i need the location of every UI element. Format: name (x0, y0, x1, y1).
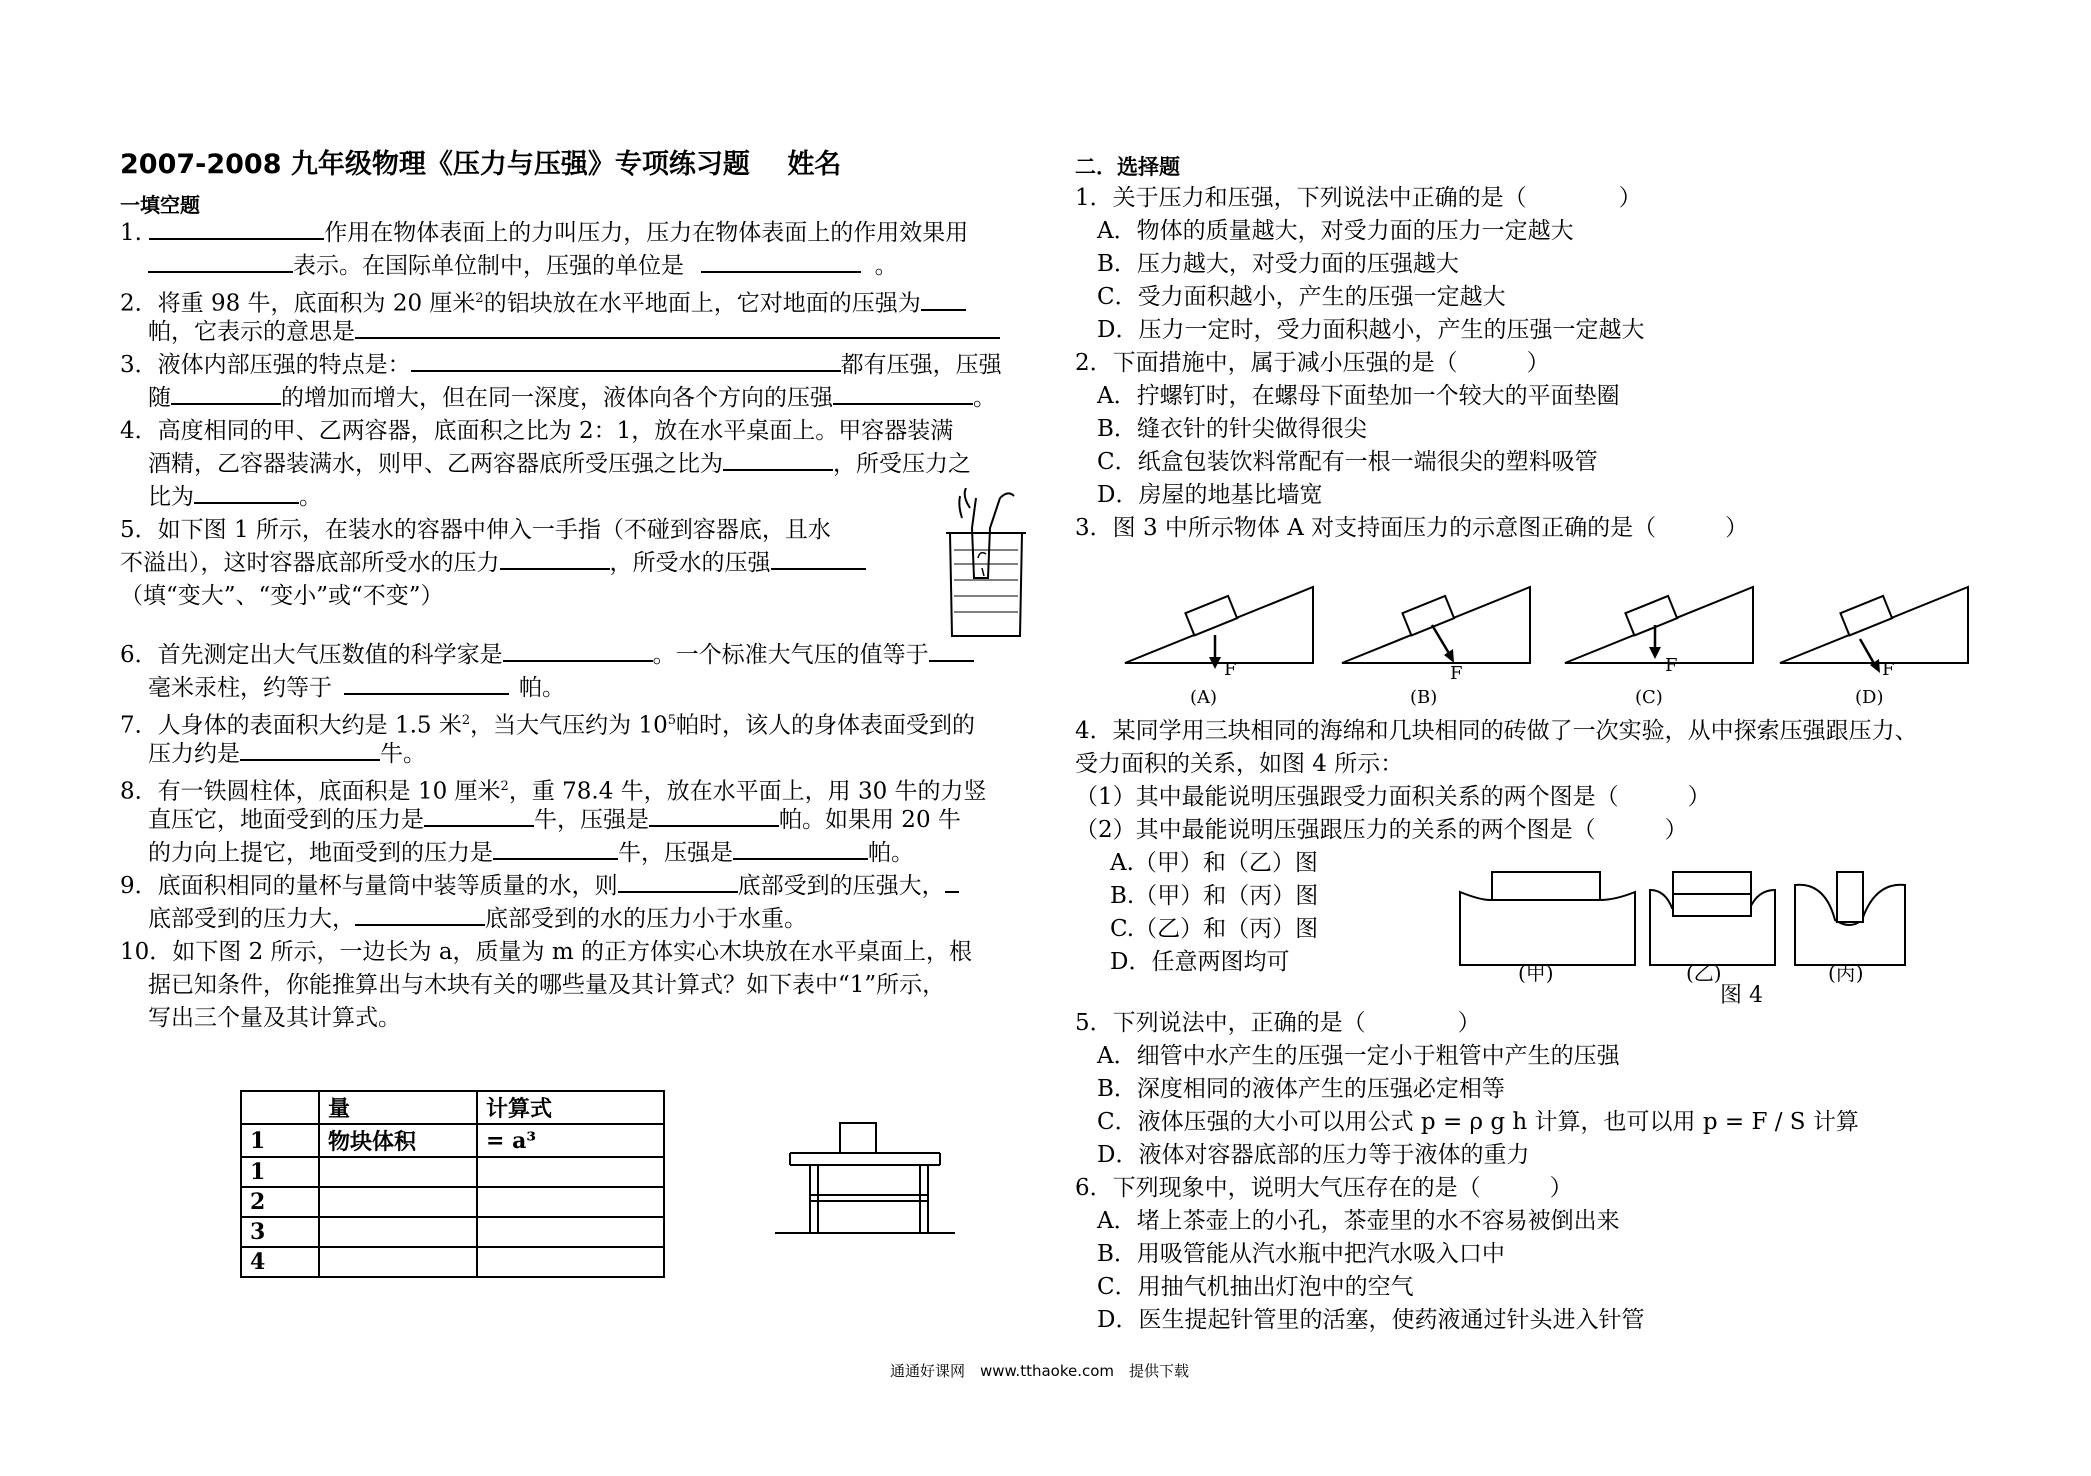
mc2-option-c[interactable]: C．纸盒包装饮料常配有一根一端很尖的塑料吸管 (1097, 449, 1598, 475)
mc6-stem: 6．下列现象中，说明大气压存在的是（ ） (1075, 1175, 1573, 1201)
svg-text:(丙): (丙) (1828, 961, 1864, 985)
q6-blank3[interactable] (344, 673, 509, 695)
q5-line1: 5．如下图 1 所示，在装水的容器中伸入一手指（不碰到容器底，且水 (120, 517, 831, 543)
q2-blank2[interactable] (355, 317, 1000, 339)
q6-line2: 毫米汞柱，约等于 帕。 (148, 675, 565, 701)
mc4-stem-line1: 4．某同学用三块相同的海绵和几块相同的砖做了一次实验，从中探索压强跟压力、 (1075, 718, 1918, 744)
q3-blank2[interactable] (171, 383, 281, 405)
q1-line2: 表示。在国际单位制中，压强的单位是 。 (148, 251, 898, 281)
q1-blank1[interactable] (149, 218, 324, 240)
svg-text:F: F (1882, 659, 1895, 680)
figure4-jia (1460, 872, 1635, 985)
mc2-option-a[interactable]: A．拧螺钉时，在螺母下面垫加一个较大的平面垫圈 (1097, 383, 1620, 409)
svg-text:(C): (C) (1635, 687, 1663, 708)
table-header-row: 量 计算式 (241, 1091, 664, 1124)
q3-blank3[interactable] (833, 383, 973, 405)
q7-line1: 7．人身体的表面积大约是 1.5 米$^2$，当大气压约为 $10^5$帕时，该人的身体表面受到的 (120, 712, 975, 739)
q4-blank1[interactable] (723, 449, 833, 471)
mc3-stem: 3．图 3 中所示物体 A 对支持面压力的示意图正确的是（ ） (1075, 515, 1749, 541)
q4-blank2[interactable] (194, 482, 299, 504)
page-title (120, 150, 841, 180)
q5-blank1[interactable] (500, 548, 610, 570)
svg-text:F: F (1665, 655, 1678, 676)
mc1-stem: 1．关于压力和压强，下列说法中正确的是（ ） (1075, 185, 1642, 211)
mc6-option-a[interactable]: A．堵上茶壶上的小孔，茶壶里的水不容易被倒出来 (1097, 1208, 1620, 1234)
svg-text:F: F (1450, 663, 1463, 684)
figure3-option-a[interactable] (1125, 587, 1313, 708)
q4-line1: 4．高度相同的甲、乙两容器，底面积之比为 2：1，放在水平桌面上。甲容器装满 (120, 418, 954, 444)
q7-line2: 压力约是 牛。 (148, 741, 426, 767)
mc6-option-d[interactable]: D．医生提起针管里的活塞，使药液通过针头进入针管 (1097, 1307, 1645, 1333)
q1-blank3[interactable] (701, 251, 861, 273)
mc6-option-c[interactable]: C．用抽气机抽出灯泡中的空气 (1097, 1274, 1414, 1300)
mc4-part1: （1）其中最能说明压强跟受力面积关系的两个图是（ ） (1075, 784, 1711, 810)
footer-credit: 通通好课网 www.tthaoke.com 提供下载 (890, 1362, 1190, 1380)
svg-text:(D): (D) (1855, 687, 1884, 708)
q3-line1: 3．液体内部压强的特点是： 都有压强，压强 (120, 352, 1002, 378)
section1-heading: 一填空题 (120, 193, 200, 217)
figure3-option-b[interactable] (1342, 587, 1530, 708)
q1-line1: 1. 作用在物体表面上的力叫压力，压力在物体表面上的作用效果用 (120, 220, 969, 246)
q6-blank2[interactable] (929, 640, 974, 662)
figure1-beaker (940, 488, 1040, 643)
title-text: 2007-2008 九年级物理《压力与压强》专项练习题 (120, 149, 750, 180)
q5-line3: （填“变大”、“变小”或“不变”） (120, 583, 444, 609)
figure4-bing (1795, 872, 1905, 985)
q10-line3: 写出三个量及其计算式。 (148, 1005, 401, 1031)
name-label: 姓名 (787, 149, 842, 180)
q9-line1: 9．底面积相同的量杯与量筒中装等质量的水，则 底部受到的压强大， (120, 871, 959, 901)
mc4-part2: （2）其中最能说明压强跟压力的关系的两个图是（ ） (1075, 817, 1688, 843)
figure3-option-c[interactable] (1565, 587, 1753, 708)
q4-line3: 比为 。 (148, 484, 322, 510)
figure4-sponges (1450, 860, 1970, 1005)
q3-line2: 随 的增加而增大，但在同一深度，液体向各个方向的压强 。 (148, 385, 996, 411)
svg-text:(甲): (甲) (1518, 961, 1554, 985)
mc2-option-d[interactable]: D．房屋的地基比墙宽 (1097, 482, 1323, 508)
figure3-inclines (1120, 575, 1970, 710)
q2-blank1[interactable] (921, 289, 966, 311)
q1-blank2[interactable] (148, 251, 293, 273)
mc4-option-a[interactable]: A.（甲）和（乙）图 (1110, 850, 1318, 876)
q4-line2: 酒精，乙容器装满水，则甲、乙两容器底所受压强之比为 ，所受压力之 (148, 451, 971, 477)
mc6-option-b[interactable]: B．用吸管能从汽水瓶中把汽水吸入口中 (1097, 1241, 1505, 1267)
q8-line3: 的力向上提它，地面受到的压力是 牛，压强是 帕。 (148, 840, 914, 866)
table-row: 3 (241, 1217, 664, 1247)
q8-blank2[interactable] (649, 805, 779, 827)
answer-table (240, 1090, 665, 1278)
table-row: 4 (241, 1247, 664, 1277)
q3-blank1[interactable] (411, 350, 841, 372)
q9-blank3[interactable] (355, 904, 485, 926)
svg-text:F: F (1224, 659, 1237, 680)
mc1-option-c[interactable]: C．受力面积越小，产生的压强一定越大 (1097, 284, 1506, 310)
mc5-option-c[interactable]: C．液体压强的大小可以用公式 p = ρ g h 计算，也可以用 p = F / S 计算 (1097, 1109, 1859, 1135)
q6-line1: 6．首先测定出大气压数值的科学家是 。一个标准大气压的值等于 (120, 640, 974, 670)
mc2-option-b[interactable]: B．缝衣针的针尖做得很尖 (1097, 416, 1367, 442)
q6-blank1[interactable] (503, 640, 653, 662)
mc5-option-d[interactable]: D．液体对容器底部的压力等于液体的重力 (1097, 1142, 1530, 1168)
q5-line2: 不溢出），这时容器底部所受水的压力 ，所受水的压强 (120, 548, 866, 578)
q8-blank4[interactable] (733, 838, 868, 860)
mc1-option-d[interactable]: D．压力一定时，受力面积越小，产生的压强一定越大 (1097, 317, 1645, 343)
mc5-option-b[interactable]: B．深度相同的液体产生的压强必定相等 (1097, 1076, 1505, 1102)
q2-line1: 2．将重 98 牛，底面积为 20 厘米$^2$的铝块放在水平地面上，它对地面的压强为 (120, 284, 966, 319)
svg-text:(乙): (乙) (1686, 961, 1722, 985)
figure3-option-d[interactable] (1780, 587, 1968, 708)
mc5-stem: 5．下列说法中，正确的是（ ） (1075, 1010, 1481, 1036)
svg-text:(A): (A) (1190, 687, 1218, 708)
q9-blank1[interactable] (618, 871, 738, 893)
mc1-option-b[interactable]: B．压力越大，对受力面的压强越大 (1097, 251, 1459, 277)
q8-blank3[interactable] (493, 838, 618, 860)
q8-line2: 直压它，地面受到的压力是 牛，压强是 帕。如果用 20 牛 (148, 807, 961, 833)
table-row: 1 (241, 1157, 664, 1187)
q5-blank2[interactable] (771, 548, 866, 570)
mc4-stem-line2: 受力面积的关系，如图 4 所示： (1075, 751, 1404, 777)
q2-line2: 帕，它表示的意思是 (148, 317, 1000, 347)
q10-line2: 据已知条件，你能推算出与木块有关的哪些量及其计算式？如下表中“1”所示， (148, 972, 946, 998)
q10-line1: 10．如下图 2 所示，一边长为 a，质量为 m 的正方体实心木块放在水平桌面上，根 (120, 939, 972, 965)
figure4-yi (1650, 872, 1775, 985)
q9-line2: 底部受到的压力大， 底部受到的水的压力小于水重。 (148, 906, 807, 932)
table-row: 2 (241, 1187, 664, 1217)
svg-text:(B): (B) (1410, 687, 1438, 708)
mc4-option-c[interactable]: C.（乙）和（丙）图 (1110, 916, 1319, 942)
mc4-option-b[interactable]: B.（甲）和（丙）图 (1110, 883, 1319, 909)
q8-line1: 8．有一铁圆柱体，底面积是 10 厘米$^2$，重 78.4 牛，放在水平面上，用 30 牛的力竖 (120, 778, 987, 805)
section2-heading: 二．选择题 (1075, 154, 1180, 179)
mc1-option-a[interactable]: A．物体的质量越大，对受力面的压力一定越大 (1097, 218, 1574, 244)
figure2-block-on-table (770, 1115, 960, 1240)
figure4-caption: 图 4 (1720, 983, 1763, 1005)
mc2-stem: 2．下面措施中，属于减小压强的是（ ） (1075, 350, 1550, 376)
q7-blank1[interactable] (240, 739, 380, 761)
mc4-option-d[interactable]: D．任意两图均可 (1110, 949, 1290, 975)
q8-blank1[interactable] (424, 805, 534, 827)
q9-blank2[interactable] (945, 871, 959, 893)
table-row: 1 物块体积 = a³ (241, 1124, 664, 1157)
mc5-option-a[interactable]: A．细管中水产生的压强一定小于粗管中产生的压强 (1097, 1043, 1620, 1069)
